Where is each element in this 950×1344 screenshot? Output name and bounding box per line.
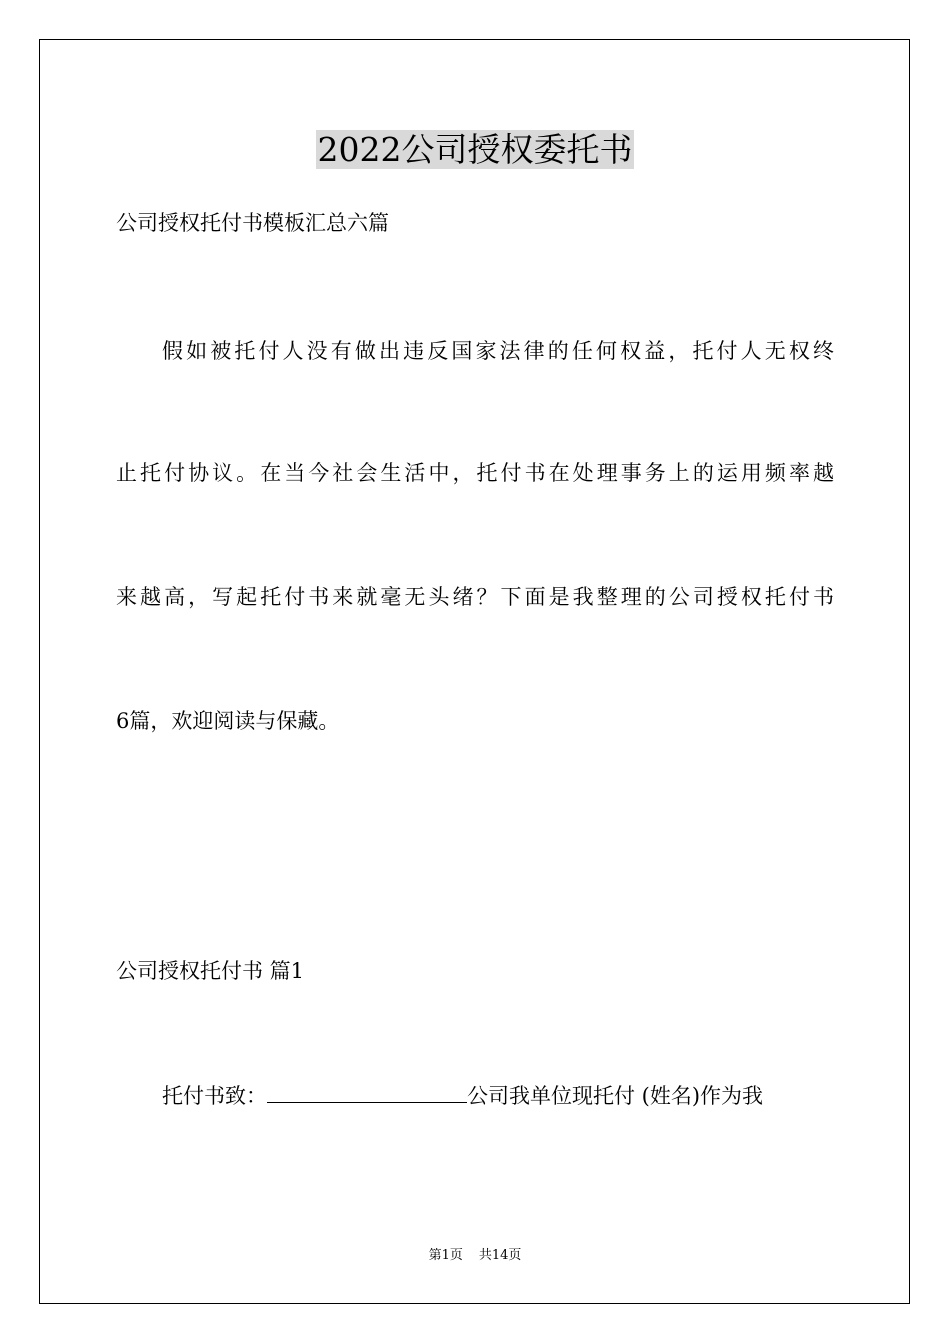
page-footer bbox=[0, 1247, 950, 1265]
intro-line-1: 假如被托付人没有做出违反国家法律的任何权益，托付人无权终 bbox=[162, 339, 834, 363]
letter-suffix: 公司我单位现托付 (姓名)作为我 bbox=[467, 1084, 764, 1108]
page-total: 共14页 bbox=[478, 1248, 522, 1263]
intro-line-4: 6篇，欢迎阅读与保藏。 bbox=[116, 709, 340, 733]
document-subtitle: 公司授权托付书模板汇总六篇 bbox=[116, 211, 389, 235]
letter-first-line bbox=[116, 1081, 834, 1111]
company-name-blank bbox=[267, 1084, 467, 1103]
intro-line-2: 止托付协议。在当今社会生活中，托付书在处理事务上的运用频率越 bbox=[116, 461, 834, 485]
section-heading: 公司授权托付书 篇1 bbox=[116, 959, 305, 983]
document-title bbox=[0, 128, 950, 172]
intro-line-3: 来越高，写起托付书来就毫无头绪？下面是我整理的公司授权托付书 bbox=[116, 585, 834, 609]
letter-prefix: 托付书致： bbox=[162, 1084, 267, 1108]
page-number: 第1页 bbox=[428, 1248, 463, 1263]
document-title-text: 2022公司授权委托书 bbox=[317, 130, 633, 169]
